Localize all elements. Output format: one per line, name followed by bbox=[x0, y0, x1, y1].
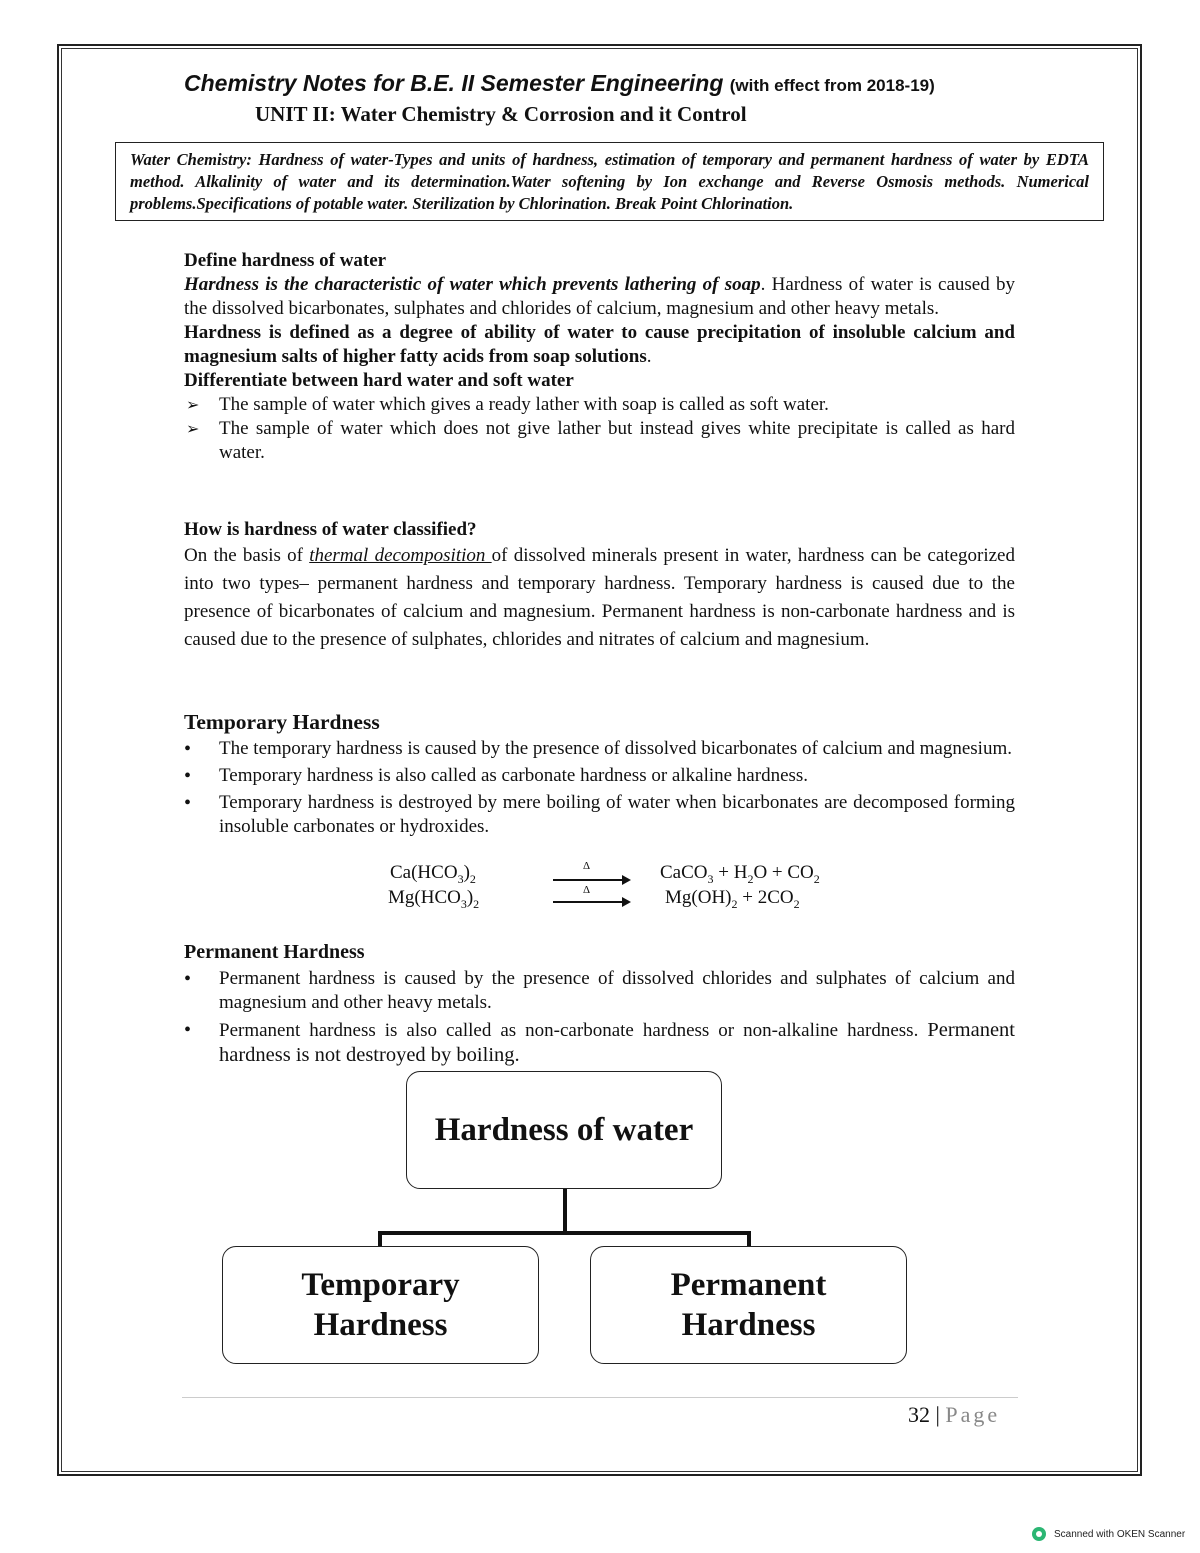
temporary-heading: Temporary Hardness bbox=[184, 710, 380, 734]
diagram-temporary-box bbox=[222, 1246, 539, 1364]
diagram-temporary-line2: Hardness bbox=[313, 1307, 448, 1343]
list-item: • Temporary hardness is also called as carbonate hardness or alkaline hardness. bbox=[184, 764, 1015, 788]
reaction-2-arrow bbox=[553, 901, 625, 903]
classified-heading: How is hardness of water classified? bbox=[184, 519, 477, 540]
define-heading: Define hardness of water bbox=[184, 250, 387, 271]
title-text: Chemistry Notes for B.E. II Semester Engineering bbox=[184, 70, 724, 96]
reaction-1-delta: Δ bbox=[583, 860, 591, 872]
list-item: • Permanent hardness is also called as non-carbonate hardness or non-alkaline hardness. Permanent hardness is not destroyed by boiling. bbox=[184, 1018, 1015, 1068]
scanner-text: Scanned with OKEN Scanner bbox=[1054, 1528, 1186, 1540]
permanent-heading: Permanent Hardness bbox=[184, 941, 365, 963]
differentiate-list bbox=[184, 393, 1015, 465]
list-item: • The temporary hardness is caused by the presence of dissolved bicarbonates of calcium and magnesium. bbox=[184, 737, 1015, 761]
diagram-connector-right bbox=[747, 1231, 751, 1247]
list-item: • Temporary hardness is destroyed by mere boiling of water when bicarbonates are decomposed forming insoluble carbonates or hydroxides. bbox=[184, 791, 1015, 839]
classified-paragraph: On the basis of thermal decomposition of dissolved minerals present in water, hardness can be categorized into two types– permanent hardness and temporary hardness. Temporary hardness is caused due to the presence of bicarbonates of calcium and magnesium. Permanent hardness is non-carbonate hardness and is caused due to the presence of sulphates, chlorides and nitrates of calcium and magnesium. bbox=[184, 545, 1015, 650]
reaction-2-delta: Δ bbox=[583, 884, 591, 896]
permanent-tail: Permanent hardness is not destroyed by boiling. bbox=[219, 1019, 1015, 1066]
differentiate-heading: Differentiate between hard water and soft water bbox=[184, 370, 574, 391]
list-item: ➢ The sample of water which does not give lather but instead gives white precipitate is called as hard water. bbox=[184, 417, 1015, 465]
syllabus-box: Water Chemistry: Hardness of water-Types and units of hardness, estimation of temporary and permanent hardness of water by EDTA method. Alkalinity of water and its determination.Water softening by Ion exchange and Reverse Osmosis methods. Numerical problems.Specifications of potable water. Sterilization by Chlorination. Break Point Chlorination. bbox=[115, 142, 1104, 221]
reaction-1-arrow bbox=[553, 879, 625, 881]
reaction-2-reactant: $Mg(HCO_3)_2$ bbox=[388, 887, 480, 911]
scanner-watermark bbox=[1032, 1527, 1185, 1541]
define-rest: . Hardness of water is caused by the dissolved bicarbonates, sulphates and chlorides of calcium, magnesium and other heavy metals. bbox=[184, 274, 1015, 319]
classification-section bbox=[184, 518, 1015, 654]
diagram-permanent-line1: Permanent bbox=[670, 1267, 827, 1303]
scanner-logo-icon bbox=[1032, 1527, 1046, 1541]
diagram-connector-horizontal bbox=[378, 1231, 751, 1235]
reaction-1-products: CaCO$_3$ + $H_2O + CO_2$ bbox=[660, 862, 820, 886]
definition-section bbox=[184, 249, 1015, 465]
diagram-permanent-box bbox=[590, 1246, 907, 1364]
temporary-list bbox=[184, 737, 1015, 839]
reaction-1-reactant: $Ca(HCO_3)_2$ bbox=[390, 862, 476, 886]
diagram-root-box bbox=[406, 1071, 722, 1189]
reaction-2-products: $Mg(OH)_2 + 2CO_2$ bbox=[665, 887, 800, 911]
define-paragraph bbox=[184, 273, 1015, 321]
unit-title: UNIT II: Water Chemistry & Corrosion and it Control bbox=[255, 102, 747, 126]
page-number: 32 | Page bbox=[908, 1402, 1001, 1427]
thermal-decomposition-link[interactable]: thermal decomposition bbox=[309, 545, 492, 566]
footer-divider bbox=[182, 1397, 1018, 1398]
diagram-connector-left bbox=[378, 1231, 382, 1247]
permanent-section bbox=[184, 939, 1015, 1068]
diagram-permanent-line2: Hardness bbox=[681, 1307, 816, 1343]
diagram-connector-vertical bbox=[563, 1189, 567, 1233]
diagram-root-label: Hardness of water bbox=[434, 1111, 694, 1148]
document-title bbox=[184, 70, 935, 97]
temporary-section bbox=[184, 709, 1015, 839]
list-item: • Permanent hardness is caused by the presence of dissolved chlorides and sulphates of calcium and magnesium and other heavy metals. bbox=[184, 967, 1015, 1015]
define-lead: Hardness is the characteristic of water which prevents lathering of soap bbox=[184, 274, 761, 295]
permanent-list bbox=[184, 967, 1015, 1068]
list-item: ➢ The sample of water which gives a ready lather with soap is called as soft water. bbox=[184, 393, 1015, 417]
title-effect: (with effect from 2018-19) bbox=[729, 76, 935, 95]
define-bold-definition: Hardness is defined as a degree of ability of water to cause precipitation of insoluble calcium and magnesium salts of higher fatty acids from soap solutions. bbox=[184, 322, 1015, 367]
diagram-temporary-line1: Temporary bbox=[301, 1267, 460, 1303]
